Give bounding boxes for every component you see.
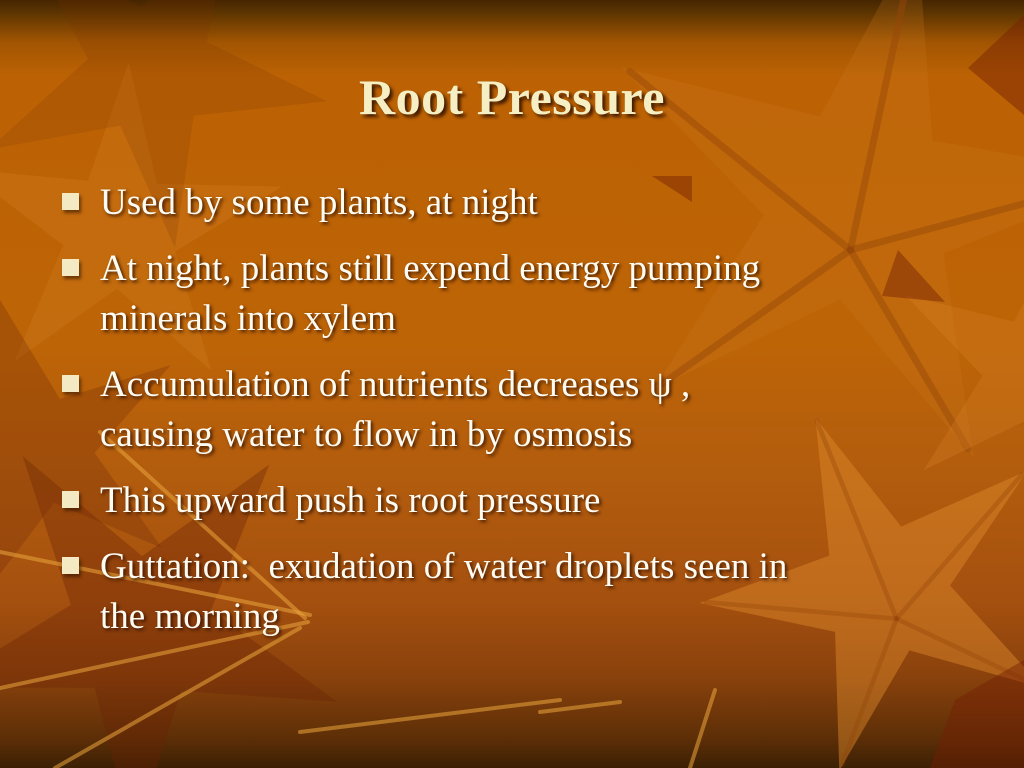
bullet-text-line: At night, plants still expend energy pumping [100, 248, 761, 289]
bullet-item-2 [62, 244, 994, 344]
slide-title: Root Pressure [359, 69, 665, 125]
bullet-text-line: This upward push is root pressure [100, 480, 601, 521]
square-bullet-icon [62, 491, 79, 508]
bullet-text-line: Used by some plants, at night [100, 182, 538, 223]
bullet-text-line: the morning [100, 596, 280, 637]
square-bullet-icon [62, 375, 79, 392]
bullet-item-3 [62, 360, 994, 460]
square-bullet-icon [62, 557, 79, 574]
bullet-text-line: causing water to flow in by osmosis [100, 414, 633, 455]
bullet-text-line: minerals into xylem [100, 298, 396, 339]
bullet-item-5 [62, 542, 994, 642]
bullet-list [0, 178, 1024, 642]
bullet-item-4 [62, 476, 994, 526]
square-bullet-icon [62, 193, 79, 210]
bullet-item-1 [62, 178, 994, 228]
bullet-text-line: Guttation: exudation of water droplets seen in [100, 546, 788, 587]
bullet-text-line: Accumulation of nutrients decreases ψ , [100, 364, 691, 405]
square-bullet-icon [62, 259, 79, 276]
